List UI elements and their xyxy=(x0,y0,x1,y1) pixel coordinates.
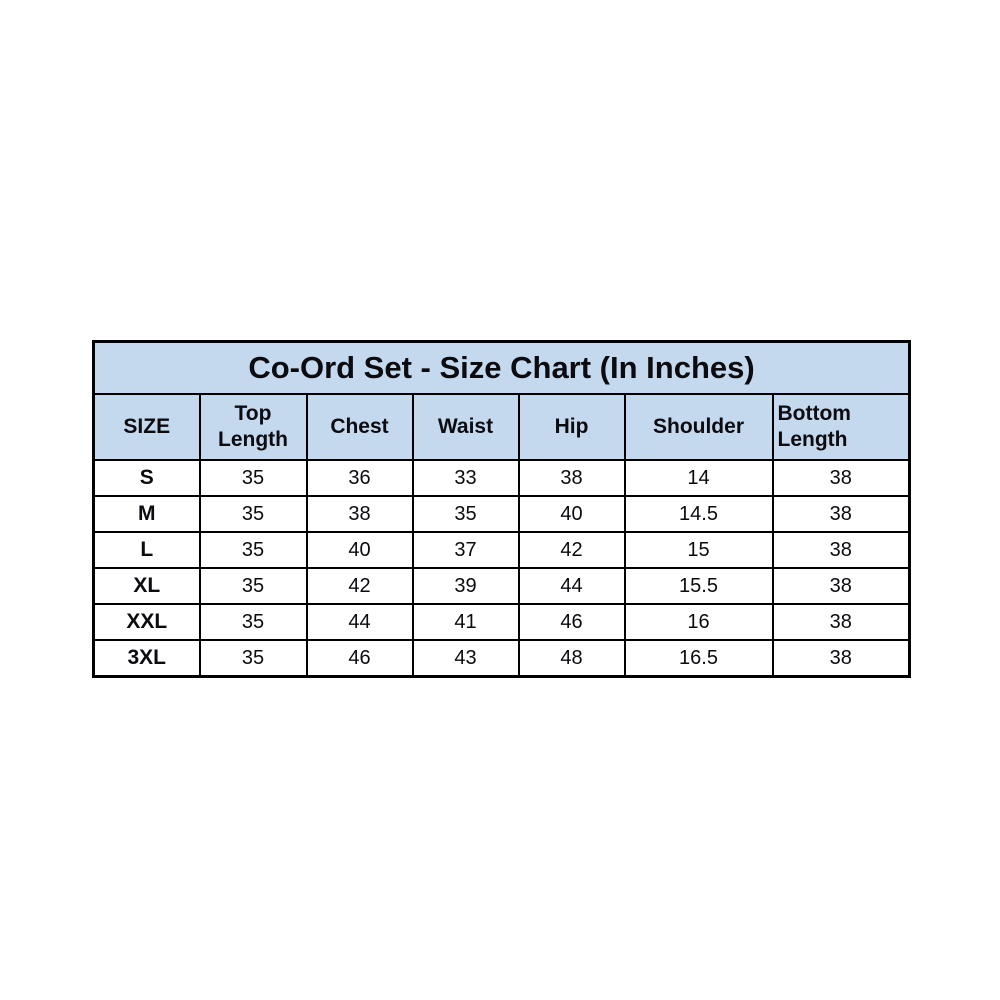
top-length-value: 35 xyxy=(200,640,307,677)
size-label: L xyxy=(94,532,200,568)
column-header-shoulder: Shoulder xyxy=(625,394,773,460)
hip-value: 42 xyxy=(519,532,625,568)
shoulder-value: 15.5 xyxy=(625,568,773,604)
shoulder-value: 14 xyxy=(625,460,773,496)
waist-value: 33 xyxy=(413,460,519,496)
bottom-length-value: 38 xyxy=(773,640,910,677)
hip-value: 46 xyxy=(519,604,625,640)
shoulder-value: 16 xyxy=(625,604,773,640)
chest-value: 42 xyxy=(307,568,413,604)
shoulder-value: 15 xyxy=(625,532,773,568)
chest-value: 46 xyxy=(307,640,413,677)
shoulder-value: 14.5 xyxy=(625,496,773,532)
chest-value: 40 xyxy=(307,532,413,568)
chest-value: 44 xyxy=(307,604,413,640)
waist-value: 39 xyxy=(413,568,519,604)
top-length-value: 35 xyxy=(200,496,307,532)
top-length-value: 35 xyxy=(200,532,307,568)
waist-value: 41 xyxy=(413,604,519,640)
size-label: S xyxy=(94,460,200,496)
table-title-row xyxy=(94,342,910,395)
column-header-hip: Hip xyxy=(519,394,625,460)
size-label: XXL xyxy=(94,604,200,640)
hip-value: 38 xyxy=(519,460,625,496)
table-row-m xyxy=(94,496,910,532)
waist-value: 37 xyxy=(413,532,519,568)
top-length-value: 35 xyxy=(200,604,307,640)
waist-value: 35 xyxy=(413,496,519,532)
bottom-length-value: 38 xyxy=(773,460,910,496)
table-row-xl xyxy=(94,568,910,604)
bottom-length-value: 38 xyxy=(773,532,910,568)
size-label: XL xyxy=(94,568,200,604)
table-row-3xl xyxy=(94,640,910,677)
column-header-bottom-length: Bottom Length xyxy=(773,394,910,460)
bottom-length-value: 38 xyxy=(773,568,910,604)
size-label: M xyxy=(94,496,200,532)
top-length-value: 35 xyxy=(200,460,307,496)
hip-value: 44 xyxy=(519,568,625,604)
chest-value: 36 xyxy=(307,460,413,496)
size-chart-table xyxy=(92,340,911,678)
chest-value: 38 xyxy=(307,496,413,532)
size-label: 3XL xyxy=(94,640,200,677)
column-header-size: SIZE xyxy=(94,394,200,460)
table-row-xxl xyxy=(94,604,910,640)
waist-value: 43 xyxy=(413,640,519,677)
bottom-length-value: 38 xyxy=(773,604,910,640)
top-length-value: 35 xyxy=(200,568,307,604)
table-row-l xyxy=(94,532,910,568)
column-header-chest: Chest xyxy=(307,394,413,460)
column-header-top-length: Top Length xyxy=(200,394,307,460)
column-header-waist: Waist xyxy=(413,394,519,460)
table-row-s xyxy=(94,460,910,496)
shoulder-value: 16.5 xyxy=(625,640,773,677)
hip-value: 40 xyxy=(519,496,625,532)
bottom-length-value: 38 xyxy=(773,496,910,532)
table-header-row xyxy=(94,394,910,460)
hip-value: 48 xyxy=(519,640,625,677)
size-chart-container xyxy=(92,340,911,678)
table-title: Co-Ord Set - Size Chart (In Inches) xyxy=(94,342,910,395)
